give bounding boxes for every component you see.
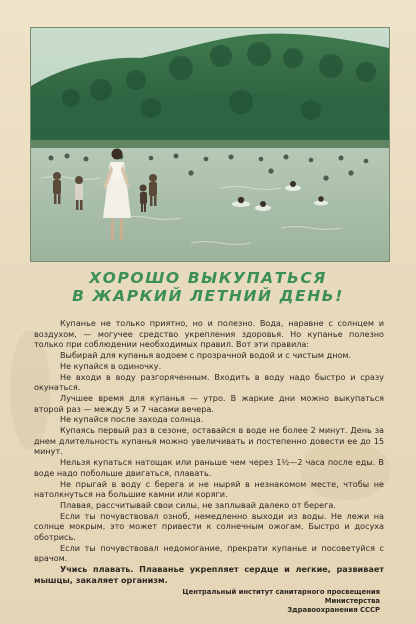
closing-paragraph: Учись плавать. Плаванье укрепляет сердце и легкие, развивает мышцы, закаляет организм. bbox=[34, 564, 384, 585]
river-scene-illustration bbox=[31, 28, 389, 261]
intro-paragraph: Купанье не только приятно, но и полезно. Вода, наравне с солнцем и воздухом, — могучее средство укрепления здоровья. Но купанье полезно только при соблюдении необходимых правил. Вот эти правила: bbox=[34, 318, 384, 350]
rule-paragraph: Если ты почувствовал озноб, немедленно выходи из воды. Не лежи на солнце мокрым, это может привести к солнечным ожогам. Быстро и досуха оботрись. bbox=[34, 510, 384, 543]
rule-paragraph: Не входи в воду разгоряченным. Входить в воду надо быстро и сразу окунаться. bbox=[34, 371, 384, 393]
poster-heading-line-1: ХОРОШО ВЫКУПАТЬСЯ bbox=[89, 269, 327, 287]
rule-paragraph: Не купайся после захода солнца. bbox=[60, 414, 204, 425]
rule-paragraph: Нельзя купаться натощак или раньше чем через 1½—2 часа после еды. В воде надо побольше двигаться, плавать. bbox=[34, 457, 384, 478]
rule-paragraph: Выбирай для купанья водоем с прозрачной водой и с чистым дном. bbox=[60, 350, 352, 361]
rule-paragraph: Лучшее время для купанья — утро. В жаркие дни можно выкупаться второй раз — между 5 и 7 часами вечера. bbox=[34, 392, 384, 414]
rule-paragraph: Плавая, рассчитывай свои силы, не заплывай далеко от берега. bbox=[60, 499, 336, 510]
publisher-credit bbox=[130, 588, 380, 615]
rule-paragraph: Не прыгай в воду с берега и не ныряй в незнакомом месте, чтобы не натолкнуться на большие камни или коряги. bbox=[34, 478, 384, 500]
bathing-photo bbox=[30, 27, 390, 262]
rule-paragraph: Если ты почувствовал недомогание, прекрати купанье и посоветуйся с врачом. bbox=[34, 542, 384, 564]
credit-line-1: Центральный институт санитарного просвещения Министерства bbox=[182, 588, 380, 605]
rules-text bbox=[34, 318, 384, 586]
rule-paragraph: Купаясь первый раз в сезоне, оставайся в воде не более 2 минут. День за днем длительность купанья можно увеличивать и постепенно довести ее до 15 минут. bbox=[34, 425, 384, 457]
credit-line-2: Здравоохранения СССР bbox=[287, 606, 380, 614]
rule-paragraph: Не купайся в одиночку. bbox=[60, 360, 162, 371]
poster-heading-line-2: В ЖАРКИЙ ЛЕТНИЙ ДЕНЬ! bbox=[72, 287, 344, 305]
